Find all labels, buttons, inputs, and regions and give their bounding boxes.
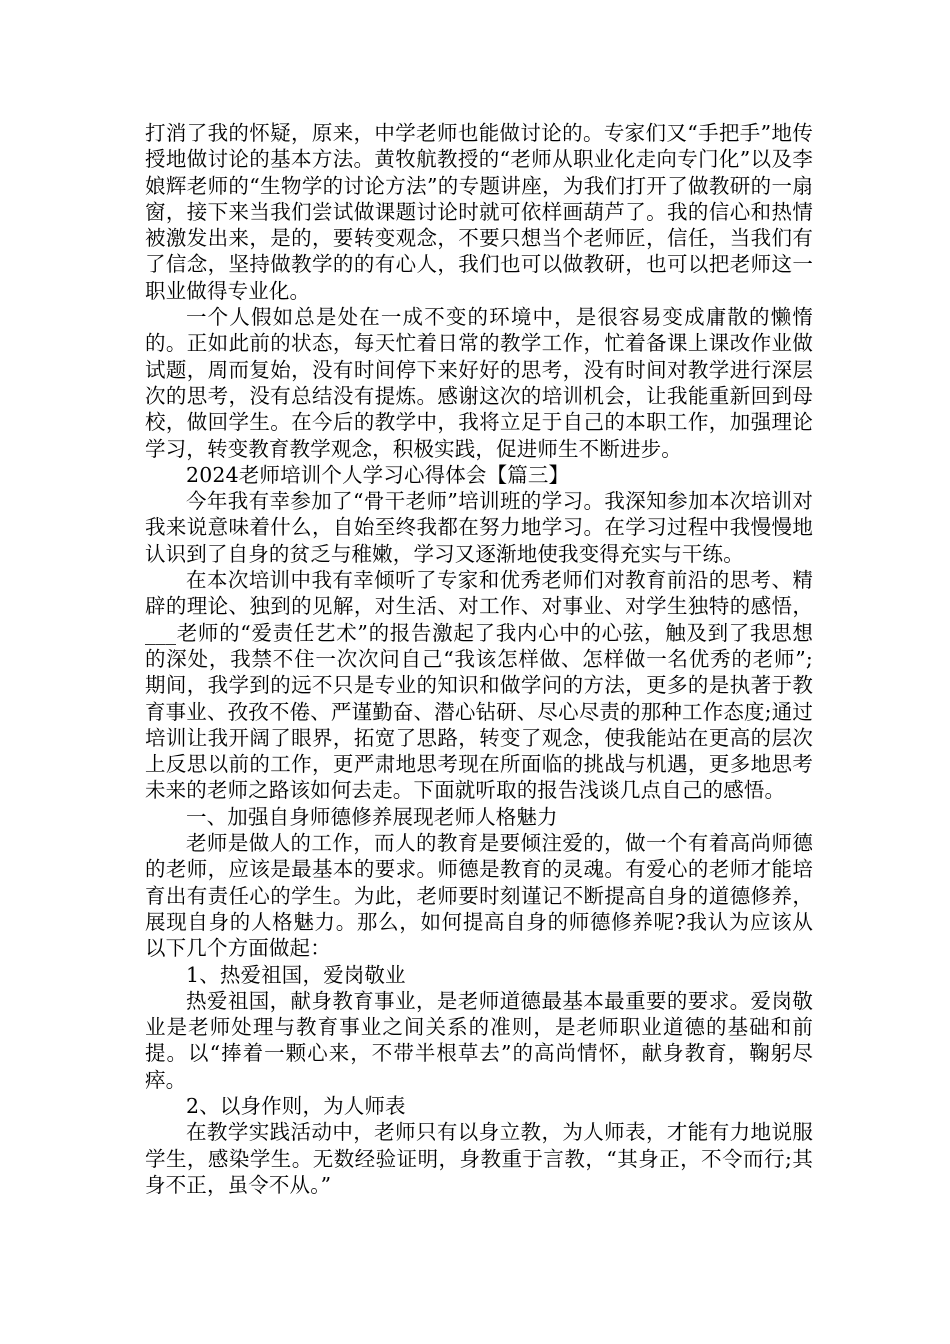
paragraph-2: 一个人假如总是处在一成不变的环境中，是很容易变成庸散的懒惰的。正如此前的状态，每天忙着日常的教学工作，忙着备课上课改作业做试题，周而复始，没有时间停下来好好的思考，没有时间对教学进行深层次的思考，没有总结没有提炼。感谢这次的培训机会，让我能重新回到母校，做回学生。在今后的教学中，我将立足于自己的本职工作，加强理论学习，转变教育教学观念，积极实践，促进师生不断进步。 [145,305,813,461]
subheading-2: 2、以身作则，为人师表 [186,1093,406,1118]
document-page [145,120,813,1198]
paragraph-4: 在本次培训中我有幸倾听了专家和优秀老师们对教育前沿的思考、精辟的理论、独到的见解，对生活、对工作、对事业、对学生独特的感悟，___老师的“爱责任艺术”的报告激起了我内心中的心弦，触及到了我思想的深处，我禁不住一次次问自己“我该怎样做、怎样做一名优秀的老师”;期间，我学到的远不只是专业的知识和做学问的方法，更多的是执著于教育事业、孜孜不倦、严谨勤奋、潜心钻研、尽心尽责的那种工作态度;通过培训让我开阔了眼界，拓宽了思路，转变了观念，使我能站在更高的层次上反思以前的工作，更严肃地思考现在所面临的挑战与机遇，更多地思考未来的老师之路该如何去走。下面就听取的报告浅谈几点自己的感悟。 [145,568,813,803]
section-heading-part-three: 2024老师培训个人学习心得体会【篇三】 [186,462,570,487]
section-heading-one: 一、加强自身师德修养展现老师人格魅力 [186,804,558,829]
paragraph-7: 在教学实践活动中，老师只有以身立教，为人师表，才能有力地说服学生，感染学生。无数经验证明，身教重于言教，“其身正，不令而行;其身不正，虽令不从。” [145,1120,813,1197]
paragraph-1: 打消了我的怀疑，原来，中学老师也能做讨论的。专家们又“手把手”地传授地做讨论的基本方法。黄牧航教授的“老师从职业化走向专门化”以及李娘辉老师的“生物学的讨论方法”的专题讲座，为我们打开了做教研的一扇窗，接下来当我们尝试做课题讨论时就可依样画葫芦了。我的信心和热情被激发出来，是的，要转变观念，不要只想当个老师匠，信任，当我们有了信念，坚持做教学的的有心人，我们也可以做教研，也可以把老师这一职业做得专业化。 [145,121,813,303]
paragraph-5: 老师是做人的工作，而人的教育是要倾注爱的，做一个有着高尚师德的老师，应该是最基本的要求。师德是教育的灵魂。有爱心的老师才能培育出有责任心的学生。为此，老师要时刻谨记不断提高自身的道德修养，展现自身的人格魅力。那么，如何提高自身的师德修养呢?我认为应该从以下几个方面做起： [145,831,813,961]
subheading-1: 1、热爱祖国，爱岗敬业 [186,962,406,987]
paragraph-3: 今年我有幸参加了“骨干老师”培训班的学习。我深知参加本次培训对我来说意味着什么，自始至终我都在努力地学习。在学习过程中我慢慢地认识到了自身的贫乏与稚嫩，学习又逐渐地使我变得充实与干练。 [145,489,813,566]
paragraph-6: 热爱祖国，献身教育事业，是老师道德最基本最重要的要求。爱岗敬业是老师处理与教育事业之间关系的准则，是老师职业道德的基础和前提。以“捧着一颗心来，不带半根草去”的高尚情怀，献身教育，鞠躬尽瘁。 [145,988,813,1092]
